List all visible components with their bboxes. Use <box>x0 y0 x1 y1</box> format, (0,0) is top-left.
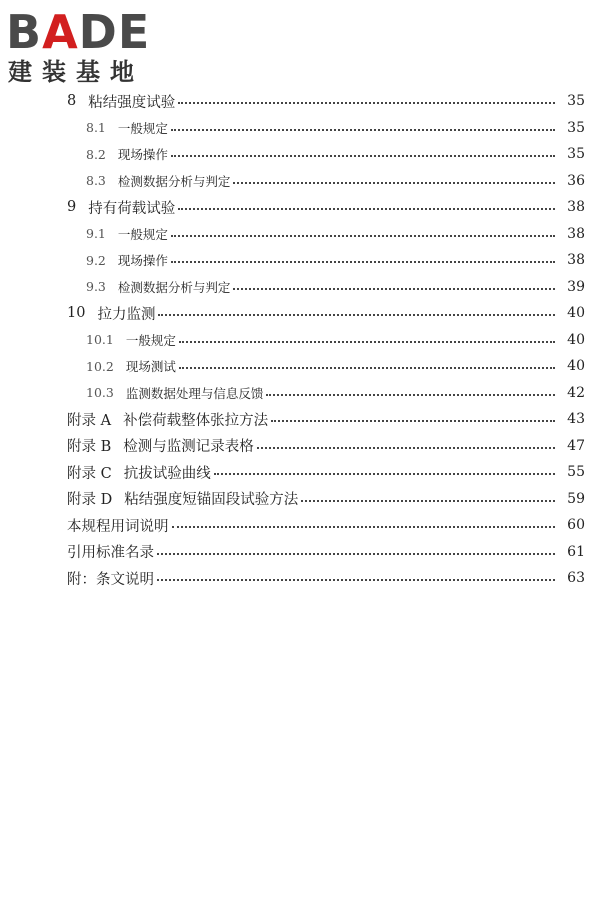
toc-entry <box>0 512 600 539</box>
toc-entry-title: 现场测试 <box>125 359 176 375</box>
toc-entry-number: 9.3 <box>86 279 106 295</box>
toc-entry-title: 一般规定 <box>117 120 168 136</box>
toc-entry-number: 9 <box>67 199 77 216</box>
toc-leader-dots <box>214 473 555 475</box>
toc-entry-title: 本规程用词说明 <box>67 518 169 535</box>
toc-entry-number: 8 <box>67 93 77 110</box>
toc-entry-title: 粘结强度短锚固段试验方法 <box>124 492 299 509</box>
toc-entry <box>0 194 600 221</box>
toc-leader-dots <box>233 182 555 184</box>
toc-entry <box>0 433 600 460</box>
toc-entry <box>0 221 600 248</box>
toc-entry-page: 59 <box>567 490 585 507</box>
toc-entry-page: 35 <box>567 146 585 163</box>
toc-leader-dots <box>179 341 555 343</box>
toc-entry-number: 附录 D <box>67 492 113 509</box>
toc-entry-title: 粘结强度试验 <box>88 94 176 111</box>
toc-entry-page: 36 <box>567 172 585 189</box>
toc-entry <box>0 168 600 195</box>
toc-entry-page: 55 <box>567 464 585 481</box>
toc-entry-title: 监测数据处理与信息反馈 <box>125 385 264 401</box>
toc-entry <box>0 459 600 486</box>
toc-entry-title: 检测数据分析与判定 <box>117 279 231 295</box>
toc-entry-page: 43 <box>567 411 585 428</box>
toc-entry-number: 附录 C <box>67 465 112 482</box>
toc-entry-number: 附录 B <box>67 439 112 456</box>
logo-latin-rest: DE <box>78 5 151 59</box>
toc-entry <box>0 327 600 354</box>
toc-entry <box>0 115 600 142</box>
toc-entry-number: 9.2 <box>86 252 106 268</box>
toc-entry <box>0 247 600 274</box>
toc-leader-dots <box>271 420 555 422</box>
toc-entry <box>0 141 600 168</box>
toc-entry-number: 附录 A <box>67 412 112 429</box>
toc-entry-title: 引用标准名录 <box>67 545 154 562</box>
toc-leader-dots <box>172 526 556 528</box>
toc-leader-dots <box>179 367 555 369</box>
toc-entry <box>0 406 600 433</box>
toc-leader-dots <box>178 208 555 210</box>
toc-entry-page: 39 <box>567 278 585 295</box>
toc-entry-title: 抗拔试验曲线 <box>123 465 211 482</box>
toc-leader-dots <box>158 314 555 316</box>
logo-chinese-text: 建装基地 <box>8 58 144 86</box>
toc-leader-dots <box>171 235 555 237</box>
toc-entry-page: 35 <box>567 93 585 110</box>
toc-entry-page: 40 <box>567 305 585 322</box>
toc-entry-title: 一般规定 <box>117 226 168 242</box>
toc-entry <box>0 486 600 513</box>
toc-entry <box>0 539 600 566</box>
toc-leader-dots <box>157 579 555 581</box>
toc-leader-dots <box>178 102 555 104</box>
toc-entry-title: 一般规定 <box>125 332 176 348</box>
toc-leader-dots <box>171 261 555 263</box>
toc-entry <box>0 88 600 115</box>
toc-entry-title: 拉力监测 <box>97 306 156 323</box>
toc-entry <box>0 300 600 327</box>
toc-entry-title: 持有荷载试验 <box>88 200 176 217</box>
toc-entry-page: 42 <box>567 384 585 401</box>
toc-entry-title: 附：条文说明 <box>67 571 154 588</box>
toc-entry-title: 检测数据分析与判定 <box>117 173 231 189</box>
toc-entry-page: 61 <box>567 543 585 560</box>
logo-latin-b: B <box>6 5 43 59</box>
toc-leader-dots <box>233 288 555 290</box>
toc-leader-dots <box>157 553 555 555</box>
toc-entry-number: 9.1 <box>86 226 106 242</box>
toc-leader-dots <box>171 155 555 157</box>
toc-entry-number: 10 <box>67 305 86 322</box>
logo-latin-text <box>6 6 150 58</box>
toc-entry-title: 补偿荷载整体张拉方法 <box>123 412 269 429</box>
toc-entry-number: 8.2 <box>86 146 106 162</box>
table-of-contents <box>0 88 600 592</box>
logo-latin-accent-a: A <box>42 5 79 59</box>
toc-leader-dots <box>266 394 555 396</box>
toc-entry-page: 40 <box>567 358 585 375</box>
toc-entry-page: 38 <box>567 225 585 242</box>
toc-entry-page: 47 <box>567 437 585 454</box>
toc-entry <box>0 565 600 592</box>
toc-entry-page: 60 <box>567 517 585 534</box>
toc-entry-page: 38 <box>567 199 585 216</box>
toc-entry-number: 8.3 <box>86 173 106 189</box>
toc-leader-dots <box>257 447 555 449</box>
toc-entry-title: 现场操作 <box>117 147 168 163</box>
toc-entry-page: 38 <box>567 252 585 269</box>
toc-entry-number: 10.2 <box>86 358 114 374</box>
toc-entry-title: 现场操作 <box>117 253 168 269</box>
toc-entry-page: 40 <box>567 331 585 348</box>
toc-entry <box>0 380 600 407</box>
bade-logo <box>6 6 176 86</box>
toc-leader-dots <box>301 500 555 502</box>
toc-entry-number: 10.3 <box>86 385 114 401</box>
toc-entry-title: 检测与监测记录表格 <box>123 439 254 456</box>
toc-entry <box>0 274 600 301</box>
toc-entry-page: 63 <box>567 570 585 587</box>
toc-entry-number: 8.1 <box>86 120 106 136</box>
toc-entry-page: 35 <box>567 119 585 136</box>
toc-leader-dots <box>171 129 555 131</box>
toc-entry <box>0 353 600 380</box>
toc-entry-number: 10.1 <box>86 332 114 348</box>
